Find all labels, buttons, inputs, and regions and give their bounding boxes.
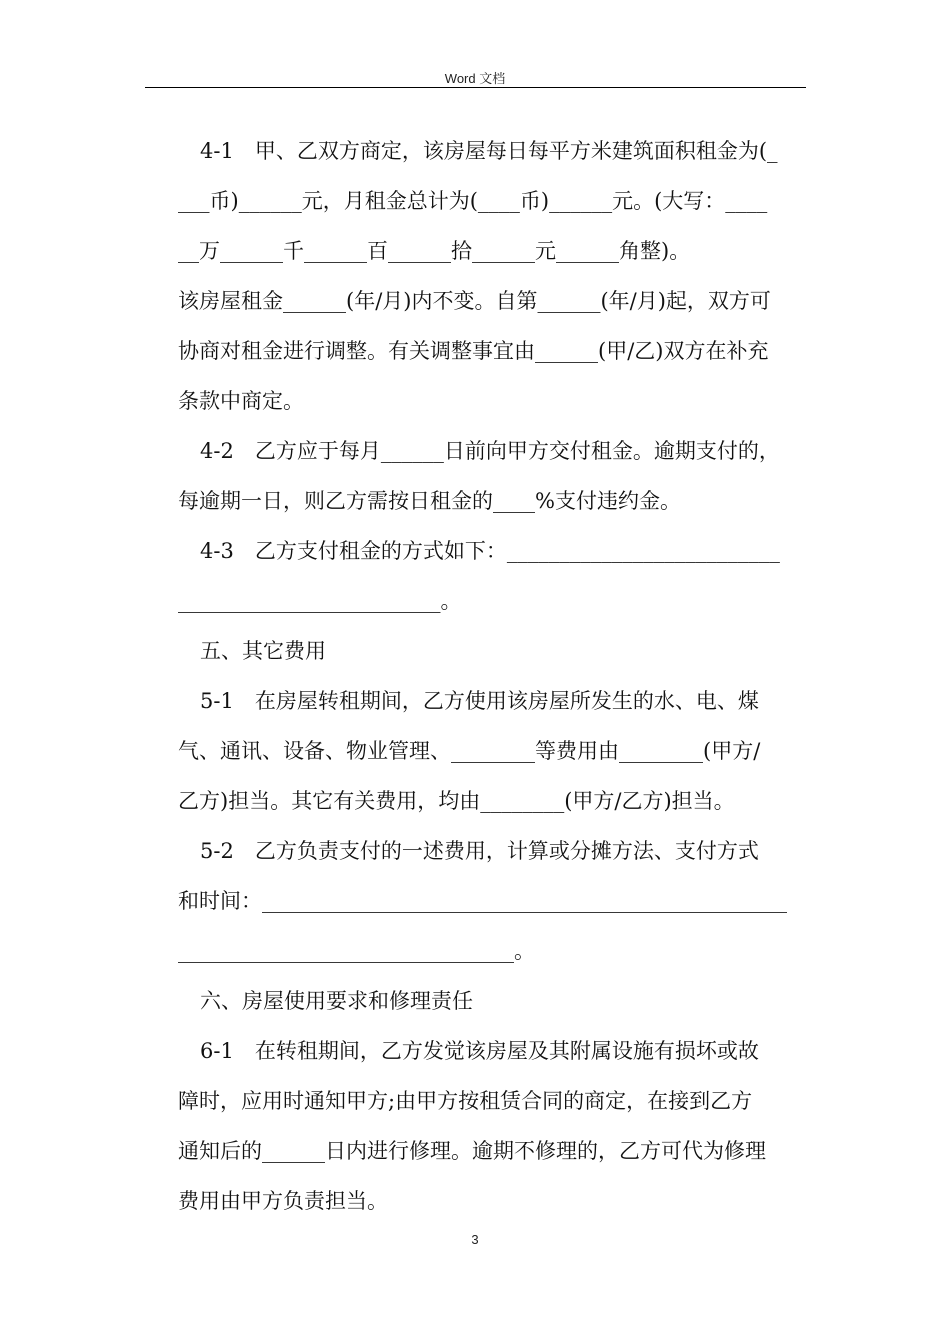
clause-6-1-line-3: 通知后的______日内进行修理。逾期不修理的，乙方可代为修理 (178, 1139, 766, 1163)
rent-adjust-line-3: 条款中商定。 (178, 389, 304, 413)
clause-5-1-line-3: 乙方)担当。其它有关费用，均由________(甲方/乙方)担当。 (178, 789, 735, 813)
section-6-heading: 六、房屋使用要求和修理责任 (200, 989, 473, 1013)
clause-5-2-line-3: ________________________________。 (178, 939, 535, 963)
clause-4-1-line-2: ___币)______元，月租金总计为(____币)______元。(大写：____ (178, 189, 768, 213)
clause-4-3-line-2: _________________________。 (178, 589, 462, 613)
rent-adjust-line-2: 协商对租金进行调整。有关调整事宜由______(甲/乙)双方在补充 (178, 339, 769, 363)
page-number: 3 (471, 1232, 479, 1247)
document-body (178, 126, 806, 1226)
header-divider (145, 87, 806, 88)
clause-4-1-line-3: __万______千______百______拾______元______角整)。 (178, 239, 691, 263)
clause-5-1-line-1: 5-1 在房屋转租期间，乙方使用该房屋所发生的水、电、煤 (200, 689, 759, 713)
section-5-heading: 五、其它费用 (200, 639, 326, 663)
clause-4-2-line-2: 每逾期一日，则乙方需按日租金的____%支付违约金。 (178, 489, 681, 513)
clause-4-1-line-1: 4-1 甲、乙双方商定，该房屋每日每平方米建筑面积租金为(_ (200, 139, 778, 163)
clause-5-1-line-2: 气、通讯、设备、物业管理、________等费用由________(甲方/ (178, 739, 761, 763)
rent-adjust-line-1: 该房屋租金______(年/月)内不变。自第______(年/月)起，双方可 (178, 289, 771, 313)
clause-6-1-line-2: 障时，应用时通知甲方;由甲方按租赁合同的商定，在接到乙方 (178, 1089, 753, 1113)
clause-5-2-line-1: 5-2 乙方负责支付的一述费用，计算或分摊方法、支付方式 (200, 839, 759, 863)
clause-4-3-line-1: 4-3 乙方支付租金的方式如下：__________________________ (200, 539, 780, 563)
clause-6-1-line-1: 6-1 在转租期间，乙方发觉该房屋及其附属设施有损坏或故 (200, 1039, 759, 1063)
clause-5-2-line-2: 和时间：__________________________________________________ (178, 889, 787, 913)
document-header: Word 文档 (444, 71, 506, 86)
clause-6-1-line-4: 费用由甲方负责担当。 (178, 1189, 388, 1213)
clause-4-2-line-1: 4-2 乙方应于每月______日前向甲方交付租金。逾期支付的， (200, 439, 780, 463)
